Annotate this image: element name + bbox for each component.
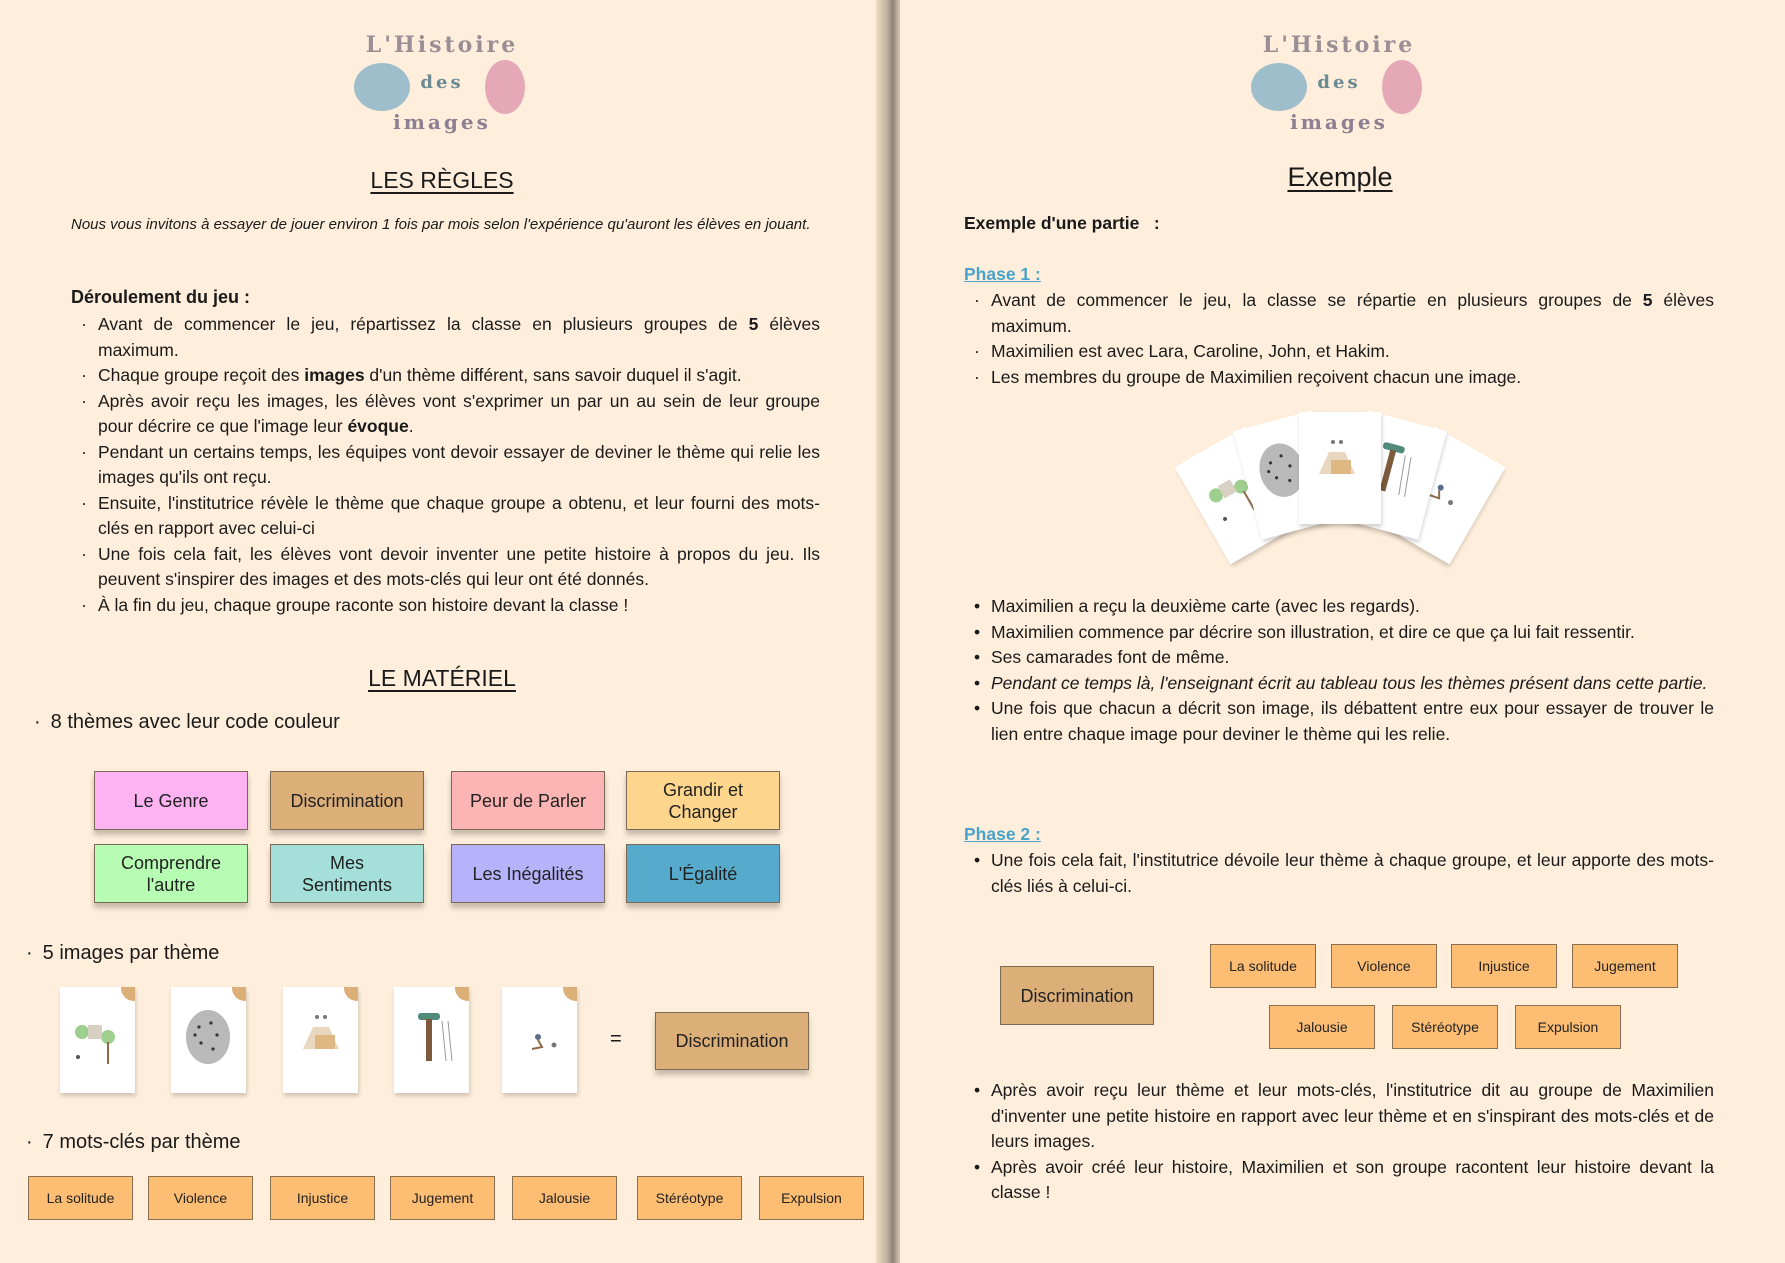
text: Pendant ce temps là, l'enseignant écrit au tableau tous les thèmes présent dans cette partie. [991, 672, 1708, 693]
bullet-icon: · [81, 543, 87, 564]
text: Ensuite, l'institutrice révèle le thème que chaque groupe a obtenu, et leur fourni des mots-clés en rapport avec celui-ci [98, 492, 820, 538]
bullet-icon: • [974, 596, 981, 616]
bullet-icon: • [974, 672, 981, 693]
list-item [974, 1155, 1714, 1206]
bold-text: 5 [748, 314, 759, 334]
equals-sign: = [610, 1028, 622, 1050]
text: À la fin du jeu, chaque groupe raconte son histoire devant la classe ! [98, 594, 629, 615]
deroulement-heading: Déroulement du jeu : [71, 287, 251, 307]
text: Maximilien a reçu la deuxième carte (avec les regards). [991, 596, 1420, 616]
theme-card: Les Inégalités [451, 844, 605, 903]
bullet-icon: • [974, 647, 981, 667]
theme-card: Comprendre l'autre [94, 844, 248, 903]
text: Après avoir reçu les images, les élèves vont s'exprimer un par un au sein de leur groupe pour décrire ce que l'image leur [98, 390, 820, 436]
list-item [81, 542, 820, 593]
example-theme-discrimination: Discrimination [1000, 966, 1154, 1025]
list-item [81, 491, 820, 542]
keyword-tag: Jalousie [512, 1176, 617, 1220]
keyword-tag: Stéréotype [1392, 1005, 1498, 1049]
illustration-icon [171, 987, 246, 1093]
bullet-icon: • [974, 698, 981, 718]
list-item [974, 696, 1714, 747]
illustration-icon [394, 987, 469, 1093]
keyword-tag: Injustice [270, 1176, 375, 1220]
text: Chaque groupe reçoit des [98, 365, 305, 385]
text: Maximilien commence par décrire son illustration, et dire ce que ça lui fait ressentir. [991, 621, 1635, 642]
bullet-icon: · [81, 365, 87, 385]
keyword-tag: Injustice [1451, 944, 1557, 988]
list-item [974, 848, 1714, 899]
text: élèves maximum. [98, 314, 820, 360]
phase-2-list [974, 848, 1714, 899]
bullet-icon: • [974, 1156, 981, 1177]
keywords-heading-text: 7 mots-clés par thème [42, 1131, 241, 1153]
bullet-icon: • [974, 850, 981, 870]
bullet-icon: · [81, 492, 87, 513]
bullet-icon: · [974, 290, 980, 310]
illustration-icon [502, 987, 577, 1093]
text: Ses camarades font de même. [991, 647, 1230, 667]
themes-heading-text: 8 thèmes avec leur code couleur [50, 711, 340, 733]
list-item [81, 440, 820, 491]
text: Après avoir reçu leur thème et leur mots-clés, l'institutrice dit au groupe de Maximilien d'inventer une petite histoire en rapport avec leur thème et en s'inspirant des mots-clés et de leurs images. [991, 1080, 1714, 1151]
logo-line-3: images [1290, 110, 1388, 134]
rules-title: LES RÈGLES [370, 167, 514, 193]
text: élèves maximum. [991, 290, 1714, 336]
text: Une fois que chacun a décrit son image, ils débattent entre eux pour essayer de trouver le lien entre chaque image pour deviner le thème qui les relie. [991, 698, 1714, 744]
logo [1249, 32, 1429, 144]
list-item [974, 1078, 1714, 1155]
keyword-tag: Jugement [1572, 944, 1678, 988]
list-item [974, 594, 1714, 620]
list-item [81, 593, 820, 619]
keyword-tag: Expulsion [1515, 1005, 1621, 1049]
list-item [974, 645, 1714, 671]
text: Avant de commencer le jeu, la classe se répartie en plusieurs groupes de [991, 290, 1643, 310]
bullet-icon: · [81, 594, 87, 615]
text: Maximilien est avec Lara, Caroline, John, et Hakim. [991, 341, 1390, 361]
text: d'un thème différent, sans savoir duquel il s'agit. [364, 365, 742, 385]
list-item [974, 365, 1714, 391]
text: Pendant un certains temps, les équipes vont devoir essayer de deviner le thème qui relie les images qu'ils ont reçu. [98, 441, 820, 487]
list-item [974, 288, 1714, 339]
keyword-tag: Jalousie [1269, 1005, 1375, 1049]
image-card [502, 987, 577, 1093]
image-card [394, 987, 469, 1093]
image-card [60, 987, 135, 1093]
example-title: Exemple [1287, 162, 1393, 192]
list-item [81, 363, 820, 389]
bullet-icon: • [974, 1080, 981, 1100]
bullet-icon: · [974, 366, 980, 387]
text: Une fois cela fait, l'institutrice dévoile leur thème à chaque groupe, et leur apporte des mots-clés liés à celui-ci. [991, 850, 1714, 896]
bullet-icon: · [974, 341, 980, 361]
rules-list [81, 312, 820, 618]
theme-card: Discrimination [270, 771, 424, 830]
logo-line-1: L'Histoire [365, 32, 519, 58]
phase-2-heading: Phase 2 : [964, 824, 1041, 844]
theme-card: Peur de Parler [451, 771, 605, 830]
list-item [974, 671, 1714, 697]
list-item [81, 389, 820, 440]
list-item [81, 312, 820, 363]
fan-card [1299, 412, 1381, 524]
keyword-tag: Violence [148, 1176, 253, 1220]
keywords-heading: · 7 mots-clés par thème [26, 1131, 241, 1153]
theme-card: Mes Sentiments [270, 844, 424, 903]
bullet-icon: · [81, 390, 87, 411]
keyword-tag: Stéréotype [637, 1176, 742, 1220]
illustration-icon [1299, 412, 1381, 524]
keyword-tag: La solitude [28, 1176, 133, 1220]
left-page-rules [0, 0, 884, 1263]
keyword-tag: Jugement [390, 1176, 495, 1220]
images-heading: · 5 images par thème [26, 942, 220, 964]
example-subtitle: Exemple d'une partie : [964, 213, 1160, 233]
phase-1-list [974, 288, 1714, 390]
bold-text: 5 [1642, 290, 1653, 310]
bold-text: images [304, 365, 365, 385]
logo-line-2: des [1317, 72, 1361, 93]
list-item [974, 620, 1714, 646]
text: Une fois cela fait, les élèves vont devoir inventer une petite histoire à propos du jeu. Ils peuvent s'inspirer des images et des mots-clés qui leur ont été donnés. [98, 543, 820, 589]
theme-card: Grandir et Changer [626, 771, 780, 830]
bold-text: évoque [347, 416, 409, 436]
bullet-icon: · [81, 441, 87, 462]
keyword-tag: La solitude [1210, 944, 1316, 988]
theme-card: L'Égalité [626, 844, 780, 903]
image-card [283, 987, 358, 1093]
right-page-example [900, 0, 1785, 1263]
images-heading-text: 5 images par thème [42, 942, 220, 964]
phase-1-heading: Phase 1 : [964, 264, 1041, 284]
keyword-tag: Violence [1331, 944, 1437, 988]
bullet-icon: · [81, 314, 87, 334]
list-item [974, 339, 1714, 365]
illustration-icon [60, 987, 135, 1093]
logo [352, 32, 532, 144]
text: Les membres du groupe de Maximilien reçoivent chacun une image. [991, 366, 1522, 387]
bullet-icon: • [974, 621, 981, 642]
themes-heading: · 8 thèmes avec leur code couleur [34, 711, 340, 733]
theme-card: Le Genre [94, 771, 248, 830]
materiel-title: LE MATÉRIEL [368, 665, 516, 691]
phase-1-list-continued [974, 594, 1714, 747]
text: . [408, 416, 414, 436]
text: Avant de commencer le jeu, répartissez la classe en plusieurs groupes de [98, 314, 749, 334]
logo-line-3: images [393, 110, 491, 134]
keyword-tag: Expulsion [759, 1176, 864, 1220]
logo-line-2: des [420, 72, 464, 93]
logo-line-1: L'Histoire [1262, 32, 1416, 58]
illustration-icon [283, 987, 358, 1093]
image-card [171, 987, 246, 1093]
text: Après avoir créé leur histoire, Maximilien et son groupe racontent leur histoire devant la classe ! [991, 1156, 1714, 1202]
result-theme-discrimination: Discrimination [655, 1012, 809, 1070]
intro-text: Nous vous invitons à essayer de jouer environ 1 fois par mois selon l'expérience qu'auront les élèves en jouant. [71, 216, 811, 233]
final-list [974, 1078, 1714, 1206]
